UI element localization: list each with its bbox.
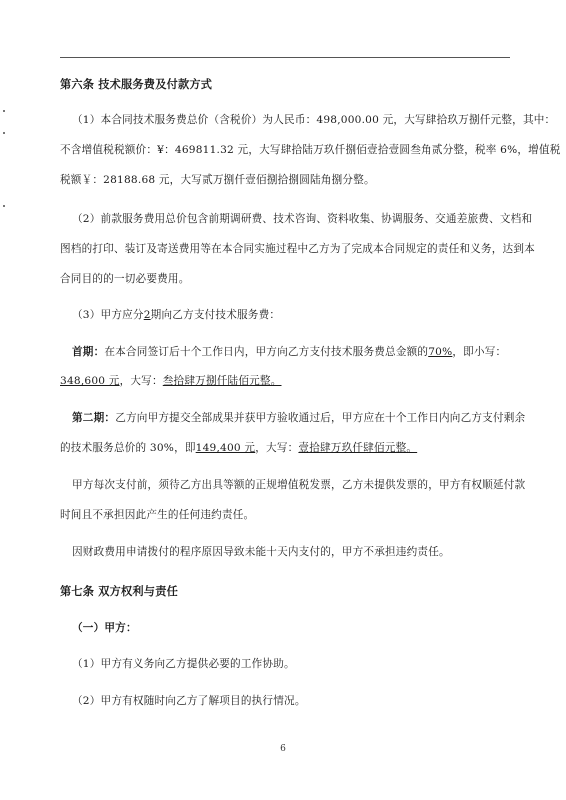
- second-payment-line-1: [72, 410, 525, 425]
- header-rule: [60, 57, 510, 58]
- installment-count: 2: [143, 309, 151, 321]
- first-payment-text: 在本合同签订后十个工作日内，甲方向乙方支付技术服务费总金额的: [104, 346, 429, 358]
- clause-3-suffix: 期向乙方支付技术服务费：: [150, 309, 281, 321]
- clause-1-line-3: 税额￥：28188.68 元，大写贰万捌仟壹佰捌拾捌圆陆角捌分整。: [60, 174, 375, 186]
- first-payment-label: 首期：: [72, 346, 105, 358]
- second-payment-mid: ，大写：: [255, 442, 299, 454]
- clause-3: [72, 307, 280, 322]
- fiscal-clause: 因财政费用申请拨付的程序原因导致未能十天内支付的，甲方不承担违约责任。: [72, 546, 450, 558]
- clause-3-prefix: （3）甲方应分: [72, 309, 144, 321]
- clause-1-line-2: 不含增值税税额价：¥：469811.32 元，大写肆拾陆万玖仟捌佰壹拾壹圆叁角贰分整，税率 6%，增值税: [60, 144, 561, 156]
- first-payment-mid: ，大写：: [119, 375, 163, 387]
- section-heading-6: 第六条 技术服务费及付款方式: [60, 77, 213, 91]
- second-payment-label: 第二期：: [72, 412, 116, 424]
- party-a-heading: （一）甲方：: [72, 622, 137, 634]
- first-payment-amount: 348,600 元: [60, 375, 120, 387]
- invoice-clause-line-2: 时间且不承担因此产生的任何违约责任。: [60, 509, 255, 521]
- scan-mark: [3, 132, 5, 134]
- scan-mark: [3, 205, 5, 207]
- first-payment-line-2: [60, 373, 282, 388]
- clause-2-line-2: 图档的打印、装订及寄送费用等在本合同实施过程中乙方为了完成本合同规定的责任和义务，达到本: [60, 243, 535, 255]
- second-payment-amount: 149,400 元: [195, 442, 256, 454]
- first-payment-tail: ，即小写：: [452, 346, 507, 358]
- section-heading-7: 第七条 双方权利与责任: [60, 584, 178, 598]
- first-payment-line-1: [72, 344, 506, 359]
- page-number: 6: [280, 744, 286, 754]
- second-payment-line-2: [60, 440, 417, 455]
- first-payment-upper: 叁拾肆万捌仟陆佰元整。: [162, 375, 282, 387]
- clause-2-line-1: （2）前款服务费用总价包含前期调研费、技术咨询、资料收集、协调服务、交通差旅费、文档和: [72, 213, 533, 225]
- second-payment-upper: 壹拾肆万玖仟肆佰元整。: [298, 442, 418, 454]
- scan-mark: [3, 110, 5, 112]
- second-payment-prefix: 的技术服务总价的 30%，即: [60, 442, 196, 454]
- party-a-item-1: （1）甲方有义务向乙方提供必要的工作协助。: [72, 658, 295, 670]
- second-payment-text: 乙方向甲方提交全部成果并获甲方验收通过后，甲方应在十个工作日内向乙方支付剩余: [115, 412, 526, 424]
- clause-1-line-1: （1）本合同技术服务费总价（含税价）为人民币：498,000.00 元，大写肆拾玖万捌仟元整，其中：: [72, 114, 556, 126]
- party-a-item-2: （2）甲方有权随时向乙方了解项目的执行情况。: [72, 695, 306, 707]
- first-payment-percent: 70%: [428, 346, 453, 358]
- clause-2-line-3: 合同目的的一切必要费用。: [60, 273, 190, 285]
- invoice-clause-line-1: 甲方每次支付前，须待乙方出具等额的正规增值税发票，乙方未提供发票的，甲方有权顺延付款: [72, 479, 526, 491]
